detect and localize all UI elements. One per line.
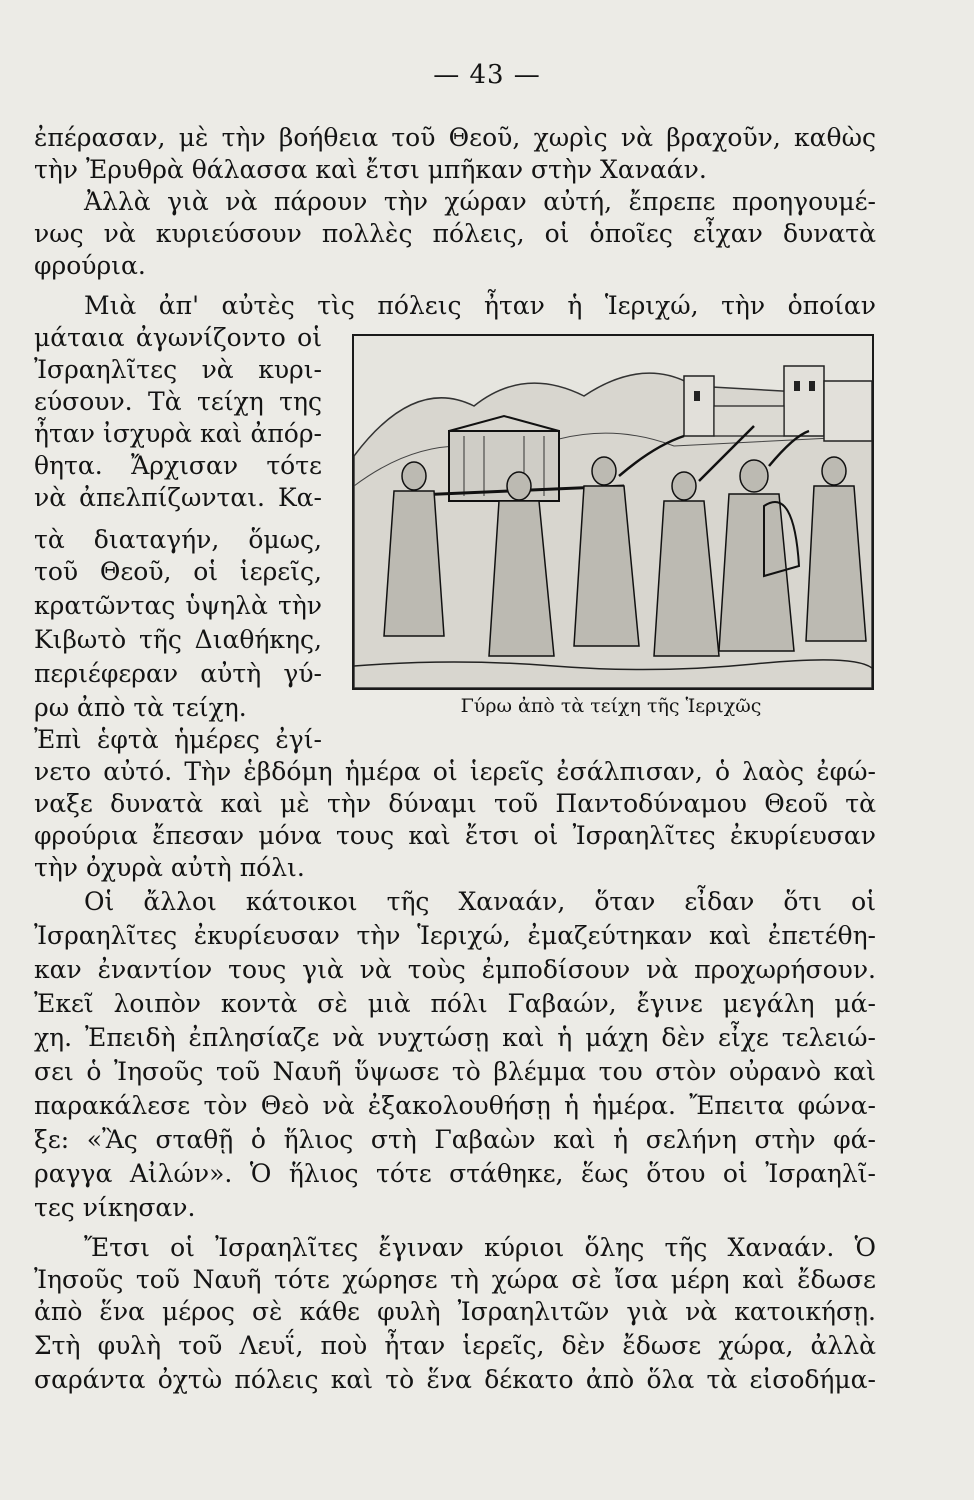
text-line: ναξε δυνατὰ καὶ μὲ τὴν δύναμι τοῦ Παντοδύναμου Θεοῦ τὰ: [34, 789, 876, 818]
text-line: ρω ἀπὸ τὰ τείχη.: [34, 693, 247, 722]
text-line: ραγγα Αἰλών». Ὁ ἥλιος τότε στάθηκε, ἕως ὅτου οἱ Ἰσραηλῖ-: [34, 1159, 876, 1188]
text-line: ἀπὸ ἕνα μέρος σὲ κάθε φυλὴ Ἰσραηλιτῶν γιὰ νὰ κατοικήσῃ.: [34, 1297, 876, 1326]
text-line: χη. Ἐπειδὴ ἐπλησίαζε νὰ νυχτώσῃ καὶ ἡ μάχη δὲν εἶχε τελειώ-: [34, 1023, 876, 1052]
text-line: Ἐκεῖ λοιπὸν κοντὰ σὲ μιὰ πόλι Γαβαών, ἔγινε μεγάλη μά-: [34, 989, 876, 1018]
text-line: κρατῶντας ὑψηλὰ τὴν: [34, 591, 322, 620]
text-line: σει ὁ Ἰησοῦς τοῦ Ναυῆ ὕψωσε τὸ βλέμμα του στὸν οὐρανὸ καὶ: [34, 1057, 876, 1086]
text-line: Κιβωτὸ τῆς Διαθήκης,: [34, 625, 322, 654]
text-line: Ἰσραηλῖτες νὰ κυρι-: [34, 355, 322, 384]
text-line: ἐπέρασαν, μὲ τὴν βοήθεια τοῦ Θεοῦ, χωρὶς νὰ βραχοῦν, καθὼς: [34, 123, 876, 152]
text-line: φρούρια ἔπεσαν μόνα τους καὶ ἔτσι οἱ Ἰσραηλῖτες ἐκυρίευσαν: [34, 821, 876, 850]
text-line: θητα. Ἄρχισαν τότε: [34, 451, 322, 480]
text-line: Στὴ φυλὴ τοῦ Λευΐ, ποὺ ἦταν ἱερεῖς, δὲν ἔδωσε χώρα, ἀλλὰ: [34, 1331, 876, 1360]
text-line: τὴν ὀχυρὰ αὐτὴ πόλι.: [34, 853, 305, 882]
text-line: φρούρια.: [34, 251, 146, 280]
text-line: παρακάλεσε τὸν Θεὸ νὰ ἐξακολουθήσῃ ἡ ἡμέρα. Ἔπειτα φώνα-: [34, 1091, 876, 1120]
engraving-image: [354, 336, 872, 688]
text-line: Ἰσραηλῖτες ἐκυρίευσαν τὴν Ἱεριχώ, ἐμαζεύτηκαν καὶ ἐπετέθη-: [34, 921, 876, 950]
illustration-jericho-procession: [352, 334, 874, 690]
text-line: σαράντα ὀχτὼ πόλεις καὶ τὸ ἕνα δέκατο ἀπὸ ὅλα τὰ εἰσοδήμα-: [34, 1365, 876, 1394]
text-line: τοῦ Θεοῦ, οἱ ἱερεῖς,: [34, 557, 322, 586]
text-line: νὰ ἀπελπίζωνται. Κα-: [34, 483, 322, 512]
page-number: — 43 —: [433, 60, 541, 90]
text-line: τὰ διαταγήν, ὅμως,: [34, 525, 322, 554]
text-line: νως νὰ κυριεύσουν πολλὲς πόλεις, οἱ ὁποῖες εἶχαν δυνατὰ: [34, 219, 876, 248]
text-line: τες νίκησαν.: [34, 1193, 196, 1222]
text-line: περιέφεραν αὐτὴ γύ-: [34, 659, 322, 688]
text-line: τὴν Ἐρυθρὰ θάλασσα καὶ ἔτσι μπῆκαν στὴν Χαναάν.: [34, 155, 707, 184]
text-line: Ἀλλὰ γιὰ νὰ πάρουν τὴν χώραν αὐτή, ἔπρεπε προηγουμέ-: [84, 187, 876, 216]
text-line: Μιὰ ἀπ' αὐτὲς τὶς πόλεις ἦταν ἡ Ἱεριχώ, τὴν ὁποίαν: [84, 291, 876, 320]
text-line: Ἐπὶ ἑφτὰ ἡμέρες ἐγί-: [34, 725, 322, 754]
text-line: ξε: «Ἂς σταθῇ ὁ ἥλιος στὴ Γαβαὼν καὶ ἡ σελήνη στὴν φά-: [34, 1125, 876, 1154]
text-line: Ἔτσι οἱ Ἰσραηλῖτες ἔγιναν κύριοι ὅλης τῆς Χαναάν. Ὁ: [84, 1233, 876, 1262]
text-line: Ἰησοῦς τοῦ Ναυῆ τότε χώρησε τὴ χώρα σὲ ἴσα μέρη καὶ ἔδωσε: [34, 1265, 876, 1294]
text-line: μάταια ἀγωνίζοντο οἱ: [34, 323, 322, 352]
text-line: ἦταν ἰσχυρὰ καὶ ἀπόρ-: [34, 419, 322, 448]
text-line: καν ἐναντίον τους γιὰ νὰ τοὺς ἐμποδίσουν νὰ προχωρήσουν.: [34, 955, 876, 984]
text-line: εύσουν. Τὰ τείχη της: [34, 387, 322, 416]
figure-caption: Γύρω ἀπὸ τὰ τείχη τῆς Ἱεριχῶς: [460, 695, 762, 717]
text-line: Οἱ ἄλλοι κάτοικοι τῆς Χαναάν, ὅταν εἶδαν ὅτι οἱ: [84, 887, 876, 916]
text-line: νετο αὐτό. Τὴν ἑβδόμη ἡμέρα οἱ ἱερεῖς ἐσάλπισαν, ὁ λαὸς ἐφώ-: [34, 757, 876, 786]
